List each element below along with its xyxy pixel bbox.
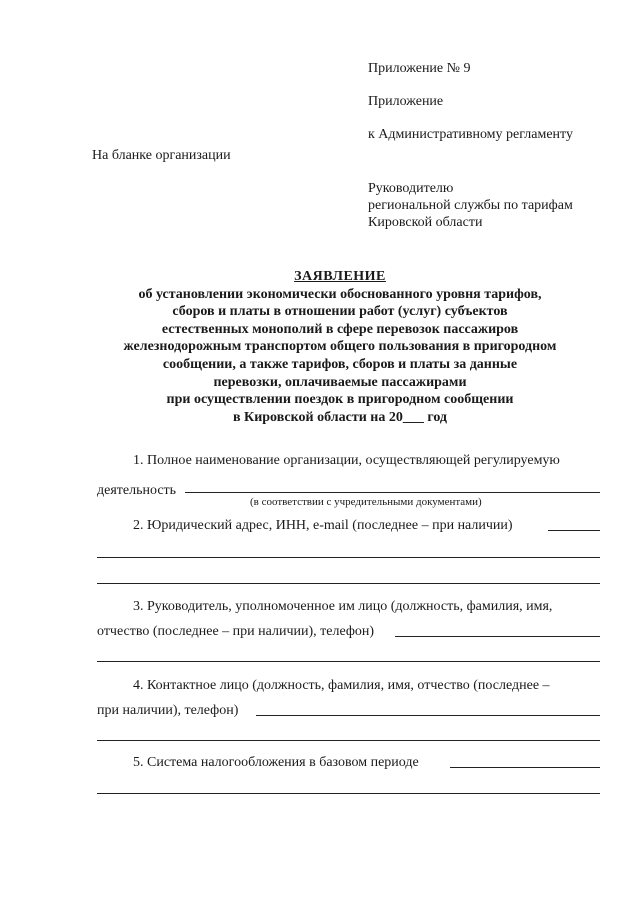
field-5-blank-line[interactable]: [450, 767, 600, 768]
field-5-blank-line[interactable]: [97, 793, 600, 794]
field-2-label: 2. Юридический адрес, ИНН, e-mail (последнее – при наличии): [133, 518, 513, 533]
title-line: перевозки, оплачиваемые пассажирами: [213, 374, 467, 390]
field-1-label-cont: деятельность: [97, 483, 177, 498]
field-4-blank-line[interactable]: [256, 715, 600, 716]
field-4-label: 4. Контактное лицо (должность, фамилия, имя, отчество (последнее –: [133, 678, 550, 693]
addressee-line-2: региональной службы по тарифам: [368, 198, 573, 213]
field-2-blank-line[interactable]: [97, 583, 600, 584]
title-line: сборов и платы в отношении работ (услуг) субъектов: [172, 304, 508, 320]
title-line: железнодорожным транспортом общего пользования в пригородном: [123, 339, 557, 355]
regulation-reference: к Административному регламенту: [368, 127, 573, 142]
field-2-blank-line[interactable]: [548, 530, 600, 531]
title-line: сообщении, а также тарифов, сборов и платы за данные: [162, 356, 518, 372]
field-3-blank-line[interactable]: [97, 661, 600, 662]
addressee-line-3: Кировской области: [368, 215, 483, 230]
field-5-label: 5. Система налогообложения в базовом периоде: [133, 755, 419, 770]
field-2-blank-line[interactable]: [97, 557, 600, 558]
title-line: об установлении экономически обоснованного уровня тарифов,: [138, 286, 542, 302]
title-line: естественных монополий в сфере перевозок пассажиров: [161, 321, 519, 337]
title-line: при осуществлении поездок в пригородном сообщении: [166, 392, 514, 408]
field-3-blank-line[interactable]: [395, 636, 600, 637]
field-1-caption: (в соответствии с учредительными документами): [250, 496, 482, 508]
field-4-blank-line[interactable]: [97, 740, 600, 741]
field-3-label: 3. Руководитель, уполномоченное им лицо (должность, фамилия, имя,: [133, 599, 553, 614]
title-heading: ЗАЯВЛЕНИЕ: [294, 269, 386, 284]
application-title: [60, 268, 620, 426]
appendix-number: Приложение № 9: [368, 61, 471, 76]
field-4-label-cont: при наличии), телефон): [97, 703, 239, 718]
appendix-label: Приложение: [368, 94, 444, 109]
title-line: в Кировской области на 20___ год: [232, 409, 448, 425]
addressee-line-1: Руководителю: [368, 181, 454, 196]
field-1-label: 1. Полное наименование организации, осуществляющей регулируемую: [133, 453, 560, 468]
letterhead-note: На бланке организации: [92, 148, 231, 163]
field-3-label-cont: отчество (последнее – при наличии), телефон): [97, 624, 375, 639]
